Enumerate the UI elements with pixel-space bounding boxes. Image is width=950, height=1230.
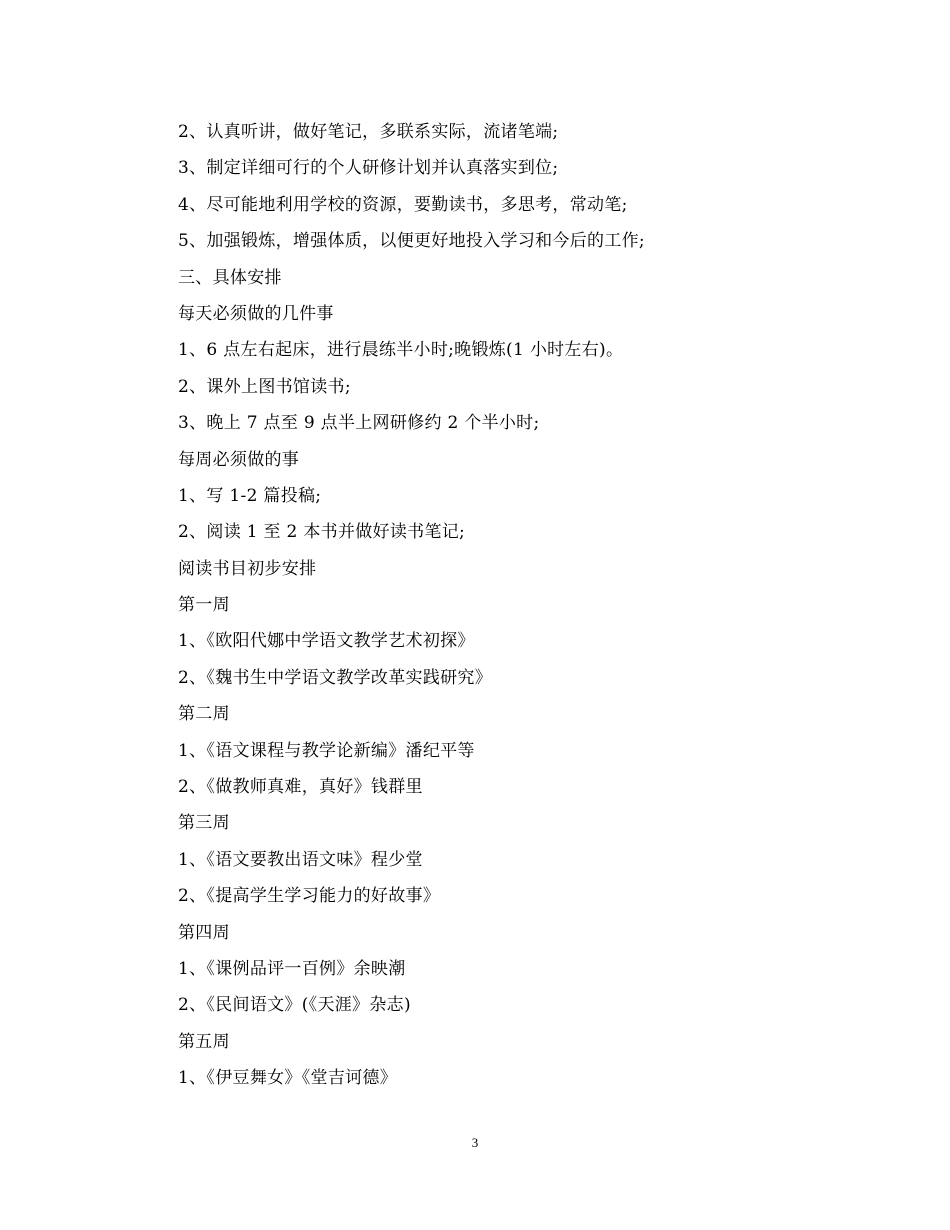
book-item: 1、《欧阳代娜中学语文教学艺术初探》 bbox=[178, 631, 475, 652]
list-item: 5、加强锻炼，增强体质，以便更好地投入学习和今后的工作; bbox=[178, 231, 645, 252]
book-item: 1、《语文要教出语文味》程少堂 bbox=[178, 849, 423, 870]
subheading: 阅读书目初步安排 bbox=[178, 558, 317, 579]
subheading: 每天必须做的几件事 bbox=[178, 303, 334, 324]
week-heading: 第一周 bbox=[178, 595, 230, 616]
book-item: 2、《提高学生学习能力的好故事》 bbox=[178, 886, 441, 907]
section-heading: 三、具体安排 bbox=[178, 267, 282, 288]
list-item: 2、认真听讲，做好笔记，多联系实际，流诸笔端; bbox=[178, 122, 559, 142]
week-heading: 第二周 bbox=[178, 704, 230, 725]
list-item: 3、晚上 7 点至 9 点半上网研修约 2 个半小时; bbox=[178, 413, 540, 434]
list-item: 4、尽可能地利用学校的资源，要勤读书，多思考，常动笔; bbox=[178, 194, 628, 215]
book-item: 1、《伊豆舞女》《堂吉诃德》 bbox=[178, 1068, 398, 1089]
subheading: 每周必须做的事 bbox=[178, 449, 300, 470]
book-item: 2、《魏书生中学语文教学改革实践研究》 bbox=[178, 667, 493, 688]
list-item: 3、制定详细可行的个人研修计划并认真落实到位; bbox=[178, 158, 559, 179]
week-heading: 第四周 bbox=[178, 922, 230, 943]
list-item: 2、阅读 1 至 2 本书并做好读书笔记; bbox=[178, 522, 466, 543]
list-item: 1、6 点左右起床，进行晨练半小时;晚锻炼(1 小时左右)。 bbox=[178, 340, 624, 361]
book-item: 2、《民间语文》(《天涯》杂志) bbox=[178, 995, 411, 1016]
week-heading: 第三周 bbox=[178, 813, 230, 834]
list-item: 1、写 1-2 篇投稿; bbox=[178, 485, 322, 506]
page-number: 3 bbox=[471, 1135, 479, 1150]
list-item: 2、课外上图书馆读书; bbox=[178, 376, 351, 397]
book-item: 1、《语文课程与教学论新编》潘纪平等 bbox=[178, 740, 475, 761]
book-item: 1、《课例品评一百例》余映潮 bbox=[178, 958, 406, 979]
week-heading: 第五周 bbox=[178, 1031, 230, 1052]
document-body bbox=[178, 114, 818, 1097]
book-item: 2、《做教师真难，真好》钱群里 bbox=[178, 777, 423, 798]
